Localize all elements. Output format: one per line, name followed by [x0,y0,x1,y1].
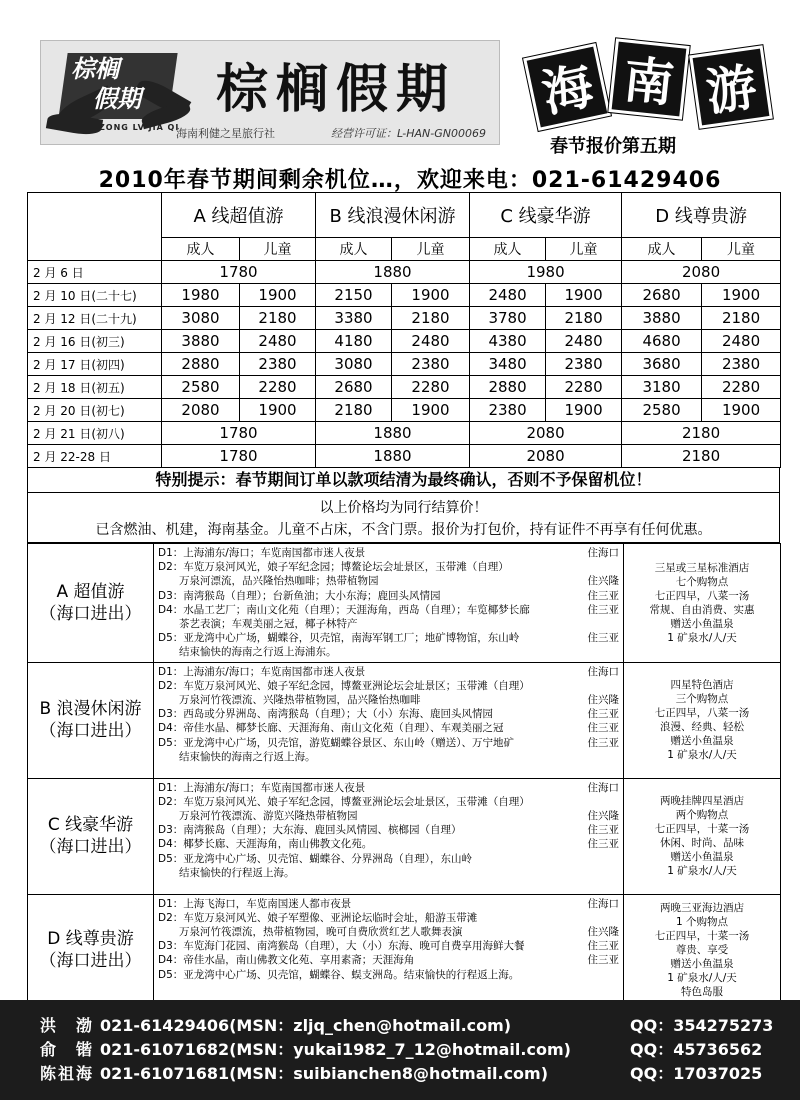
itinerary-day [158,603,619,617]
itinerary-text: D2：车览万泉河风光，娘子军纪念园；博鳌论坛会址景区，玉带滩（自理） [158,561,509,574]
contact-phone-msn: 021-61071681(MSN：suibianchen8@hotmail.com) [100,1064,549,1083]
route-name-line: （海口进出） [39,951,142,972]
price-cell: 1880 [316,445,470,468]
hotel-line: 七正四早，十菜一汤 [654,823,750,836]
itinerary-text: D5：亚龙湾中心广场，贝壳馆，游览蝴蝶谷景区、东山岭（赠送）、万宁地矿 [158,736,515,749]
price-cell: 1900 [240,399,316,422]
price-cell: 4680 [622,330,702,353]
price-row [28,353,781,376]
price-row [28,284,781,307]
itinerary [154,778,624,894]
price-cell: 1780 [162,261,316,284]
price-row [28,445,781,468]
itinerary-day [158,939,619,953]
hotel-line: 两晚三亚海边酒店 [660,902,744,915]
price-cell: 1900 [240,284,316,307]
date-cell: 2 月 10 日(二十七) [28,284,162,307]
stay-location: 住兴隆 [587,810,619,823]
stay-location: 住三亚 [587,954,619,967]
itinerary-day [158,631,619,645]
route-row [28,778,781,894]
route-header-c: C 线豪华游 [470,193,622,238]
desc-line-1: 以上价格均为同行结算价！ [319,500,488,516]
price-cell: 2280 [702,376,781,399]
stay-location: 住三亚 [587,708,619,721]
hotel-line: 赠送小鱼温泉 [670,735,734,748]
route-name [28,778,154,894]
price-cell: 2380 [702,353,781,376]
hotel-line: 尊贵、享受 [675,944,729,957]
price-cell: 2380 [470,399,546,422]
itinerary-text: D3：西岛或分界洲岛、南湾猴岛（自理）；大（小）东海、鹿回头风情园 [158,708,494,721]
stay-location: 住三亚 [587,589,619,602]
itinerary [154,662,624,778]
price-cell: 2180 [546,307,622,330]
route-name-line: C 线豪华游 [47,815,134,836]
stay-location: 住兴隆 [587,694,619,707]
contact-row [40,1014,780,1038]
stay-location: 住三亚 [587,632,619,645]
itinerary-day [158,679,619,693]
itinerary-day [158,721,619,735]
stay-location [575,750,619,764]
price-row [28,307,781,330]
hotel-line: 两晚挂牌四星酒店 [660,795,744,808]
date-cell: 2 月 22-28 日 [28,445,162,468]
hotel-info [624,778,781,894]
price-cell: 1900 [546,399,622,422]
price-cell: 4380 [470,330,546,353]
itinerary-text: 结束愉快的行程返上海。 [158,866,295,879]
hainan-char-3: 游 [689,45,773,129]
itinerary-text: 万泉河漂流，品兴隆怡热咖啡；热带植物园 [158,575,379,588]
price-row [28,330,781,353]
itinerary-text: D3：南湾猴岛（自理）；台新鱼油；大小东海；鹿回头风情园 [158,589,441,602]
itinerary-day [158,665,619,679]
itinerary-day [158,809,619,823]
price-cell: 2380 [240,353,316,376]
stay-location [575,866,619,880]
price-cell: 2280 [392,376,470,399]
price-cell: 2180 [622,445,781,468]
price-cell: 3680 [622,353,702,376]
price-cell: 3180 [622,376,702,399]
contact-phone-msn: 021-61429406(MSN：zljq_chen@hotmail.com) [100,1016,512,1035]
itinerary-day [158,546,619,560]
price-cell: 1900 [392,399,470,422]
route-name-line: A 超值游 [56,581,125,602]
hotel-line: 三个购物点 [675,693,729,706]
stay-location: 住海口 [587,547,619,559]
itinerary-day [158,645,619,659]
itinerary-day [158,736,619,750]
route-name [28,662,154,778]
price-cell: 2380 [546,353,622,376]
price-cell: 2280 [546,376,622,399]
price-cell: 2080 [470,445,622,468]
hotel-line: 1 矿泉水/人/天 [667,865,737,878]
child-header: 儿童 [240,238,316,261]
route-header-a: A 线超值游 [162,193,316,238]
price-cell: 1880 [316,261,470,284]
price-cell: 2380 [392,353,470,376]
hainan-tour-logo [510,38,780,130]
hotel-line: 1 个购物点 [675,916,729,929]
price-cell: 2880 [470,376,546,399]
stay-location [575,560,619,574]
itinerary-text: D4：椰梦长廊、天涯海角，南山佛教文化苑。 [158,838,373,851]
route-row [28,662,781,778]
stay-location: 住海口 [587,781,619,794]
itinerary-text: D1：上海飞海口，车览南国迷人都市夜景 [158,897,352,910]
logo-text-1: 棕榈 [71,55,119,83]
hotel-line: 赠送小鱼温泉 [670,851,734,864]
hotel-line: 休闲、时尚、品味 [660,837,744,850]
itinerary-text: D3：车览海门花园、南湾猴岛（自理），大（小）东海、晚可自费享用海鲜大餐 [158,940,525,953]
itinerary-day [158,795,619,809]
route-name-line: （海口进出） [39,721,142,742]
price-cell: 2480 [470,284,546,307]
adult-header: 成人 [470,238,546,261]
itinerary-day [158,693,619,707]
hotel-line: 1 矿泉水/人/天 [667,972,737,985]
itinerary-day [158,968,619,982]
date-cell: 2 月 12 日(二十九) [28,307,162,330]
stay-location: 住海口 [587,665,619,678]
price-cell: 2580 [162,376,240,399]
hotel-line: 常规、自由消费、实惠 [649,603,755,616]
stay-location [575,911,619,925]
price-cell: 3780 [470,307,546,330]
hotel-line: 1 矿泉水/人/天 [667,749,737,762]
stay-location [575,679,619,693]
price-row [28,399,781,422]
price-cell: 4180 [316,330,392,353]
route-name [28,894,154,1006]
hotel-line: 七正四早，八菜一汤 [654,707,750,720]
price-cell: 3480 [470,353,546,376]
price-cell: 2480 [702,330,781,353]
stay-location [575,617,619,631]
corner-cell [28,193,162,261]
hotel-line: 七正四早，八菜一汤 [654,589,750,602]
date-cell: 2 月 20 日(初七) [28,399,162,422]
route-header-b: B 线浪漫休闲游 [316,193,470,238]
itinerary-day [158,837,619,851]
price-cell: 3880 [162,330,240,353]
itinerary-day [158,897,619,911]
itinerary-text: D2：车览万泉河风光、娘子军塑像、亚洲论坛临时会址，船游玉带滩 [158,911,478,924]
route-name-line: （海口进出） [39,603,142,624]
hotel-line: 赠送小鱼温泉 [670,958,734,971]
itinerary-text: D3：南湾猴岛（自理）；大东海、鹿回头风情园、槟榔园（自理） [158,824,462,837]
price-cell: 2180 [392,307,470,330]
itinerary-text: D5：亚龙湾中心广场，蝴蝶谷，贝壳馆，南海军钢工厂；地矿博物馆，东山岭 [158,632,520,645]
itinerary-text: 万泉河竹筏漂流、兴隆热带植物园，品兴隆怡热咖啡 [158,694,421,707]
hainan-char-1: 海 [523,43,611,131]
price-cell: 2280 [240,376,316,399]
hotel-line: 七正四早，十菜一汤 [654,930,750,943]
date-cell: 2 月 18 日(初五) [28,376,162,399]
contact-row [40,1062,780,1086]
hotel-line: 四星特色酒店 [670,679,734,692]
hotel-line: 七个购物点 [675,575,729,588]
special-notice: 特别提示：春节期间订单以款项结清为最终确认，否则不予保留机位！ [27,467,780,493]
stay-location: 住三亚 [587,736,619,749]
contact-qq: QQ：45736562 [630,1040,763,1059]
hotel-info [624,894,781,1006]
stay-location: 住三亚 [587,722,619,735]
itinerary-text: D2：车览万泉河风光、娘子军纪念园，博鳌亚洲论坛会址景区，玉带滩（自理） [158,795,530,808]
contact-row [40,1038,780,1062]
itinerary-day [158,560,619,574]
adult-header: 成人 [316,238,392,261]
price-cell: 3880 [622,307,702,330]
itinerary-day [158,574,619,588]
itinerary [154,544,624,663]
price-cell: 2680 [622,284,702,307]
price-cell: 1780 [162,445,316,468]
price-cell: 2180 [316,399,392,422]
hotel-line: 浪漫、经典、轻松 [660,721,744,734]
price-cell: 3080 [162,307,240,330]
itinerary-text: D5：亚龙湾中心广场、贝壳馆，蝴蝶谷、蜈支洲岛。结束愉快的行程返上海。 [158,968,520,981]
itinerary-text: D4：帝佳水晶、椰梦长廊、天涯海角、南山文化苑（自理）、车观美丽之冠 [158,722,504,735]
itinerary-text: D2：车览万泉河风光、娘子军纪念园，博鳌亚洲论坛会址景区；玉带滩（自理） [158,679,530,692]
hotel-line: 特色岛服 [681,986,723,999]
hotel-info [624,544,781,663]
price-cell: 2680 [316,376,392,399]
date-cell: 2 月 17 日(初四) [28,353,162,376]
itinerary-text: D4：水晶工艺厂；南山文化苑（自理）；天涯海角，西岛（自理）；车览椰梦长廊 [158,603,530,616]
itinerary-day [158,911,619,925]
itinerary-text: 万泉河竹筏漂流，热带植物园，晚可自费欣赏红艺人歌舞表演 [158,926,463,939]
price-cell: 1900 [546,284,622,307]
banner-headline: 2010年春节期间剩余机位…，欢迎来电：021-61429406 [98,168,722,193]
license-number: 经营许可证：L-HAN-GN00069 [331,127,486,140]
price-cell: 2080 [622,261,781,284]
price-row [28,261,781,284]
child-header: 儿童 [546,238,622,261]
price-cell: 1780 [162,422,316,445]
contact-name: 洪 渤 [40,1016,95,1035]
price-row [28,376,781,399]
adult-header: 成人 [162,238,240,261]
child-header: 儿童 [702,238,781,261]
itinerary-text: 结束愉快的海南之行返上海。 [158,750,316,763]
price-cell: 1900 [392,284,470,307]
itinerary-text: 万泉河竹筏漂流、游览兴隆热带植物园 [158,810,358,823]
itinerary-text: D1：上海浦东/海口；车览南国都市迷人夜景 [158,665,366,678]
itinerary-day [158,707,619,721]
price-cell: 1900 [702,399,781,422]
price-row [28,422,781,445]
itinerary-text: D1：上海浦东/海口；车览南国都市迷人夜景 [158,781,366,794]
route-itinerary-body [28,544,781,1007]
price-cell: 1880 [316,422,470,445]
edition-label: 春节报价第五期 [550,136,676,157]
price-table [27,192,781,468]
contact-name: 陈祖海 [40,1064,95,1083]
itinerary-day [158,617,619,631]
stay-location: 住海口 [587,897,619,910]
itinerary-day [158,781,619,795]
stay-location [575,968,619,982]
price-cell: 2480 [546,330,622,353]
itinerary-day [158,852,619,866]
date-cell: 2 月 16 日(初三) [28,330,162,353]
contact-name: 俞 锴 [40,1040,95,1059]
stay-location: 住兴隆 [587,575,619,588]
itinerary-text: D1：上海浦东/海口；车览南国都市迷人夜景 [158,547,366,559]
route-row [28,894,781,1006]
contact-phone-msn: 021-61071682(MSN：yukai1982_7_12@hotmail.com) [100,1040,571,1059]
stay-location: 住三亚 [587,940,619,953]
itinerary-day [158,823,619,837]
adult-header: 成人 [622,238,702,261]
stay-location: 住兴隆 [587,926,619,939]
contact-qq: QQ：17037025 [630,1064,763,1083]
itinerary [154,894,624,1006]
price-description [27,493,780,543]
itinerary-text: 茶艺表演；车观美丽之冠，椰子林特产 [158,618,358,631]
date-cell: 2 月 6 日 [28,261,162,284]
hotel-line: 两个购物点 [675,809,729,822]
logo-subtitle: ZONG LV JIA QI [99,123,180,132]
route-header-d: D 线尊贵游 [622,193,781,238]
price-cell: 2080 [470,422,622,445]
stay-location [575,645,619,659]
itinerary-text: D4：帝佳水晶，南山佛教文化苑、享用素斋；天涯海角 [158,954,415,967]
itinerary-day [158,589,619,603]
itinerary-day [158,925,619,939]
price-cell: 1900 [702,284,781,307]
child-header: 儿童 [392,238,470,261]
price-cell: 1980 [162,284,240,307]
hotel-line: 三星或三星标准酒店 [654,561,750,574]
price-cell: 2180 [702,307,781,330]
route-itinerary-table [27,543,781,1007]
logo-text-2: 假期 [93,85,141,113]
price-cell: 2150 [316,284,392,307]
itinerary-day [158,953,619,967]
route-name-line: B 浪漫休闲游 [39,699,142,720]
route-name-line: D 线尊贵游 [47,929,134,950]
desc-line-2: 已含燃油、机建，海南基金。儿童不占床，不含门票。报价为打包价，持有证件不再享有任何优惠。 [95,522,712,538]
price-cell: 2180 [622,422,781,445]
logo-box [40,40,500,145]
price-cell: 3380 [316,307,392,330]
price-cell: 2480 [392,330,470,353]
price-cell: 2080 [162,399,240,422]
hotel-line: 1 矿泉水/人/天 [667,631,737,644]
date-cell: 2 月 21 日(初八) [28,422,162,445]
stay-location [575,795,619,809]
stay-location: 住三亚 [587,838,619,851]
itinerary-text: D5：亚龙湾中心广场、贝壳馆、蝴蝶谷、分界洲岛（自理），东山岭 [158,852,473,865]
price-cell: 2880 [162,353,240,376]
stay-location: 住三亚 [587,603,619,616]
price-table-body [28,261,781,468]
price-cell: 2580 [622,399,702,422]
contact-footer [0,1000,800,1100]
itinerary-text: 结束愉快的海南之行返上海浦东。 [158,646,337,659]
route-name [28,544,154,663]
header [0,0,800,160]
contact-qq: QQ：354275273 [630,1016,774,1035]
hainan-char-2: 南 [608,38,689,119]
route-name-line: （海口进出） [39,837,142,858]
price-cell: 2480 [240,330,316,353]
stay-location: 住三亚 [587,824,619,837]
hotel-info [624,662,781,778]
itinerary-day [158,866,619,880]
price-cell: 2180 [240,307,316,330]
price-cell: 3080 [316,353,392,376]
itinerary-day [158,750,619,764]
tagline: 海南利健之星旅行社 [176,127,275,140]
price-cell: 1980 [470,261,622,284]
brand-title: 棕榈假期 [216,59,457,120]
route-row [28,544,781,663]
stay-location [575,852,619,866]
hotel-line: 赠送小鱼温泉 [670,617,734,630]
